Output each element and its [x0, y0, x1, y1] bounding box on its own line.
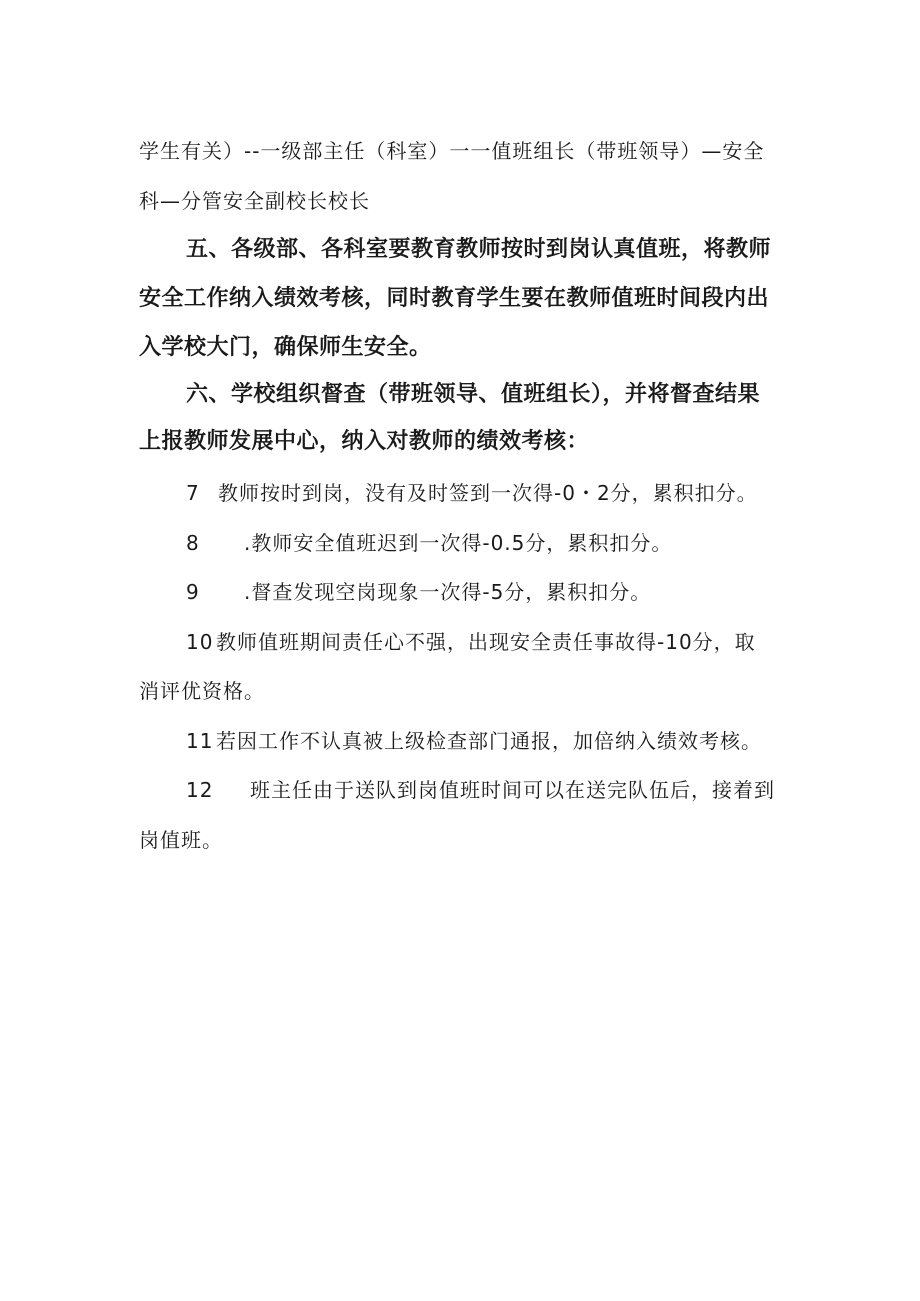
section-6-line-1: 六、学校组织督查（带班领导、值班组长），并将督查结果 — [186, 382, 761, 407]
section-5-line-2: 安全工作纳入绩效考核，同时教育学生要在教师值班时间段内出 — [139, 286, 770, 311]
continuation-line-1: 学生有关）--一级部主任（科室）一一值班组长（带班领导）—安全 — [139, 139, 765, 163]
item-text: 若因工作不认真被上级检查部门通报，加倍纳入绩效考核。 — [216, 729, 762, 753]
item-number: 7 — [186, 481, 200, 505]
item-number: 11 — [186, 729, 214, 753]
item-number: 10 — [186, 630, 214, 654]
item-10-continuation: 消评优资格。 — [139, 679, 265, 703]
section-5-line-3: 入学校大门，确保师生安全。 — [139, 335, 432, 360]
continuation-line-2: 科—分管安全副校长校长 — [139, 189, 370, 213]
item-10 — [186, 628, 756, 656]
item-text: 教师值班期间责任心不强，出现安全责任事故得-10分，取 — [216, 630, 756, 654]
item-11 — [186, 727, 762, 755]
item-number: 9 — [186, 580, 200, 604]
item-number: 12 — [186, 778, 214, 802]
item-text: 教师按时到岗，没有及时签到一次得-0・2分，累积扣分。 — [218, 481, 758, 505]
item-text: .督查发现空岗现象一次得-5分，累积扣分。 — [244, 580, 652, 604]
item-8 — [186, 529, 672, 557]
section-6-line-2: 上报教师发展中心，纳入对教师的绩效考核： — [139, 429, 590, 454]
item-7 — [186, 479, 758, 507]
item-9 — [186, 578, 651, 606]
item-12 — [186, 776, 775, 804]
item-number: 8 — [186, 531, 200, 555]
item-text: .教师安全值班迟到一次得-0.5分，累积扣分。 — [244, 531, 673, 555]
item-text: 班主任由于送队到岗值班时间可以在送完队伍后，接着到 — [250, 778, 775, 802]
section-5-line-1: 五、各级部、各科室要教育教师按时到岗认真值班，将教师 — [186, 237, 772, 262]
item-12-continuation: 岗值班。 — [139, 828, 223, 852]
